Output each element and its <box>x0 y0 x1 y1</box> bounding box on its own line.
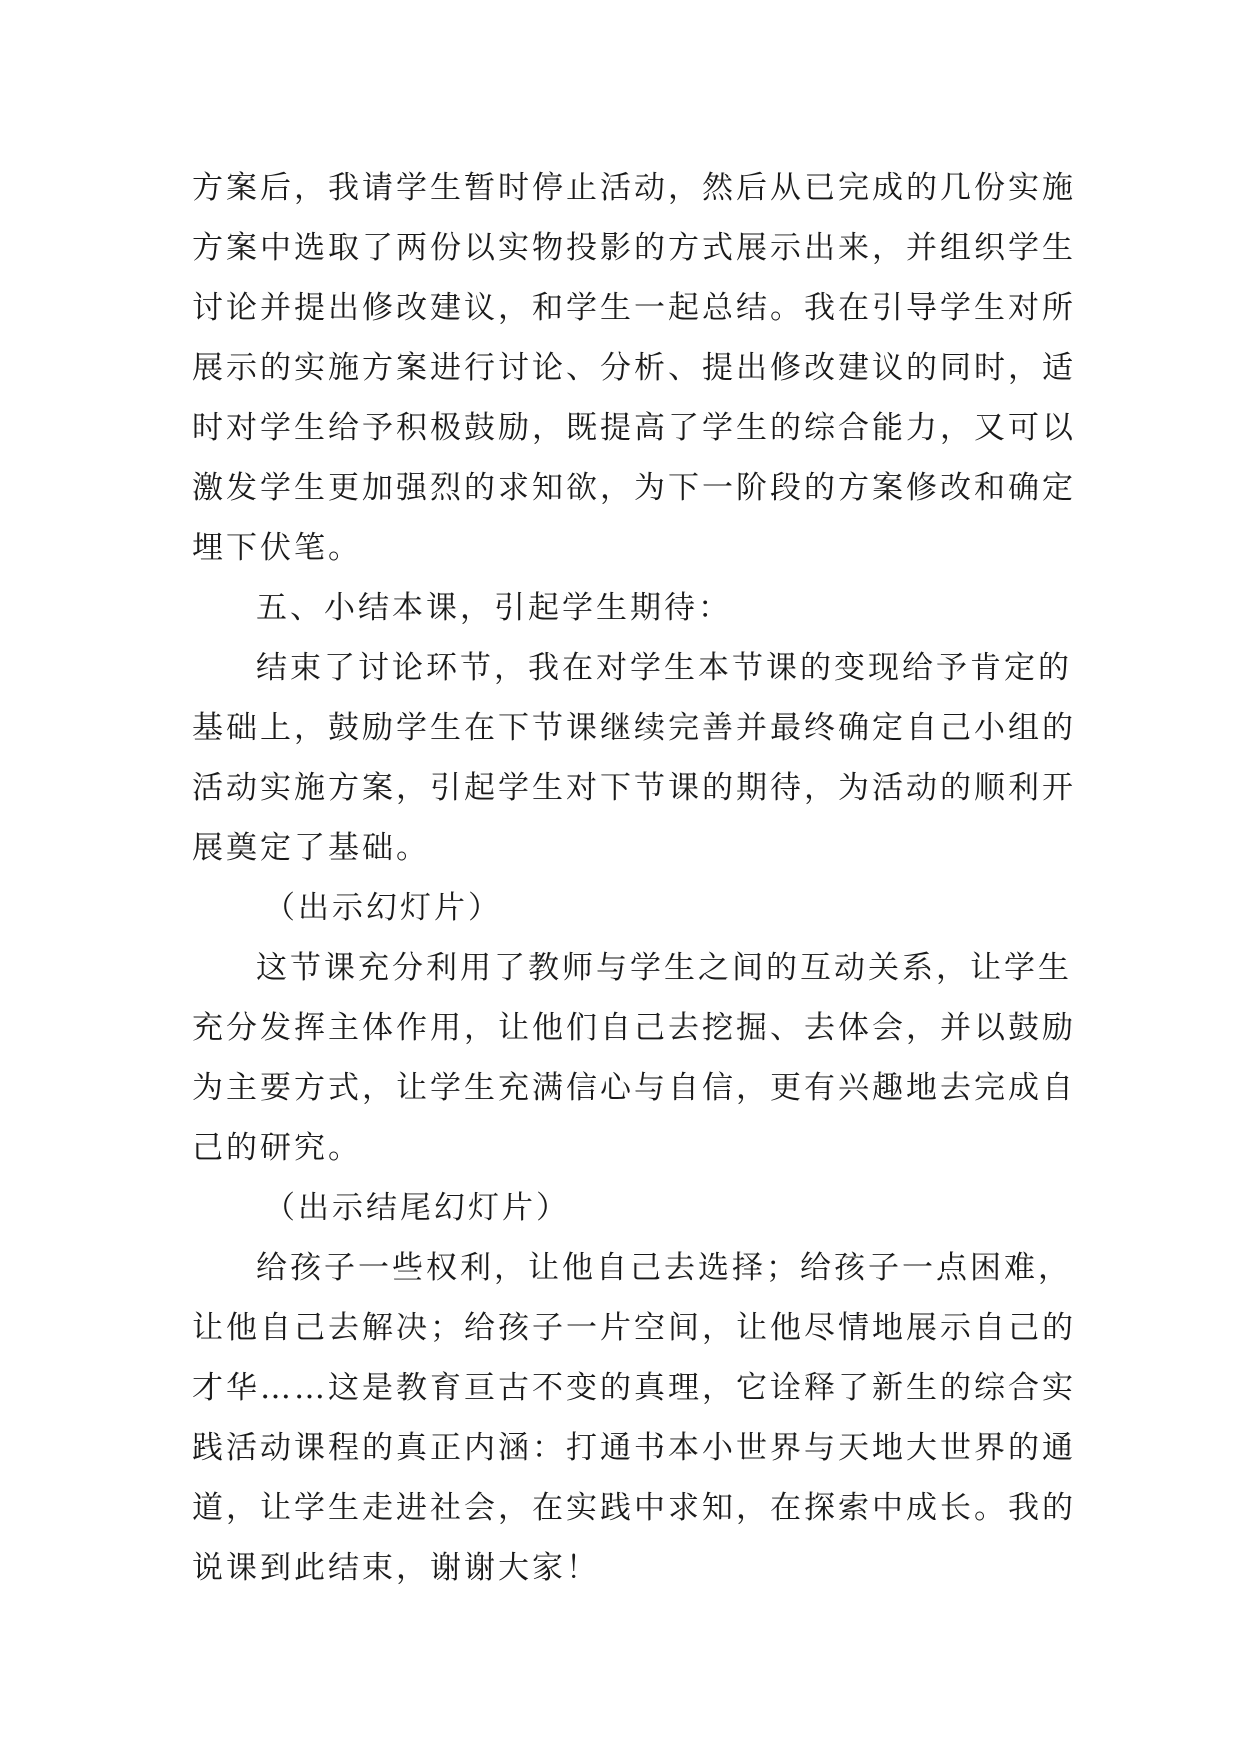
text-line: 说课到此结束，谢谢大家！ <box>192 1550 600 1586</box>
text-line: 方案后，我请学生暂时停止活动，然后从已完成的几份实施 <box>192 170 1076 206</box>
text-line: 道，让学生走进社会，在实践中求知，在探索中成长。我的 <box>192 1490 1076 1526</box>
text-line: 给孩子一些权利，让他自己去选择；给孩子一点困难， <box>256 1250 1072 1286</box>
text-line: 讨论并提出修改建议，和学生一起总结。我在引导学生对所 <box>192 290 1076 326</box>
text-line: 埋下伏笔。 <box>192 530 362 566</box>
text-line: 为主要方式，让学生充满信心与自信，更有兴趣地去完成自 <box>192 1070 1076 1106</box>
text-line: 活动实施方案，引起学生对下节课的期待，为活动的顺利开 <box>192 770 1076 806</box>
text-line: 让他自己去解决；给孩子一片空间，让他尽情地展示自己的 <box>192 1310 1076 1346</box>
text-line: 己的研究。 <box>192 1130 362 1166</box>
text-line: 展示的实施方案进行讨论、分析、提出修改建议的同时，适 <box>192 350 1076 386</box>
text-line: 充分发挥主体作用，让他们自己去挖掘、去体会，并以鼓励 <box>192 1010 1076 1046</box>
text-line: 才华……这是教育亘古不变的真理，它诠释了新生的综合实 <box>192 1370 1076 1406</box>
body-text <box>192 158 1076 1598</box>
text-line: 这节课充分利用了教师与学生之间的互动关系，让学生 <box>256 950 1072 986</box>
text-line: 展奠定了基础。 <box>192 830 430 866</box>
text-line: 结束了讨论环节，我在对学生本节课的变现给予肯定的 <box>256 650 1072 686</box>
text-line: 激发学生更加强烈的求知欲，为下一阶段的方案修改和确定 <box>192 470 1076 506</box>
text-line: 践活动课程的真正内涵：打通书本小世界与天地大世界的通 <box>192 1430 1076 1466</box>
text-line: （出示结尾幻灯片） <box>264 1190 570 1226</box>
text-line: 方案中选取了两份以实物投影的方式展示出来，并组织学生 <box>192 230 1076 266</box>
text-line: （出示幻灯片） <box>264 890 502 926</box>
text-line: 基础上，鼓励学生在下节课继续完善并最终确定自己小组的 <box>192 710 1076 746</box>
text-line: 时对学生给予积极鼓励，既提高了学生的综合能力，又可以 <box>192 410 1076 446</box>
text-line: 五、小结本课，引起学生期待： <box>256 590 732 626</box>
